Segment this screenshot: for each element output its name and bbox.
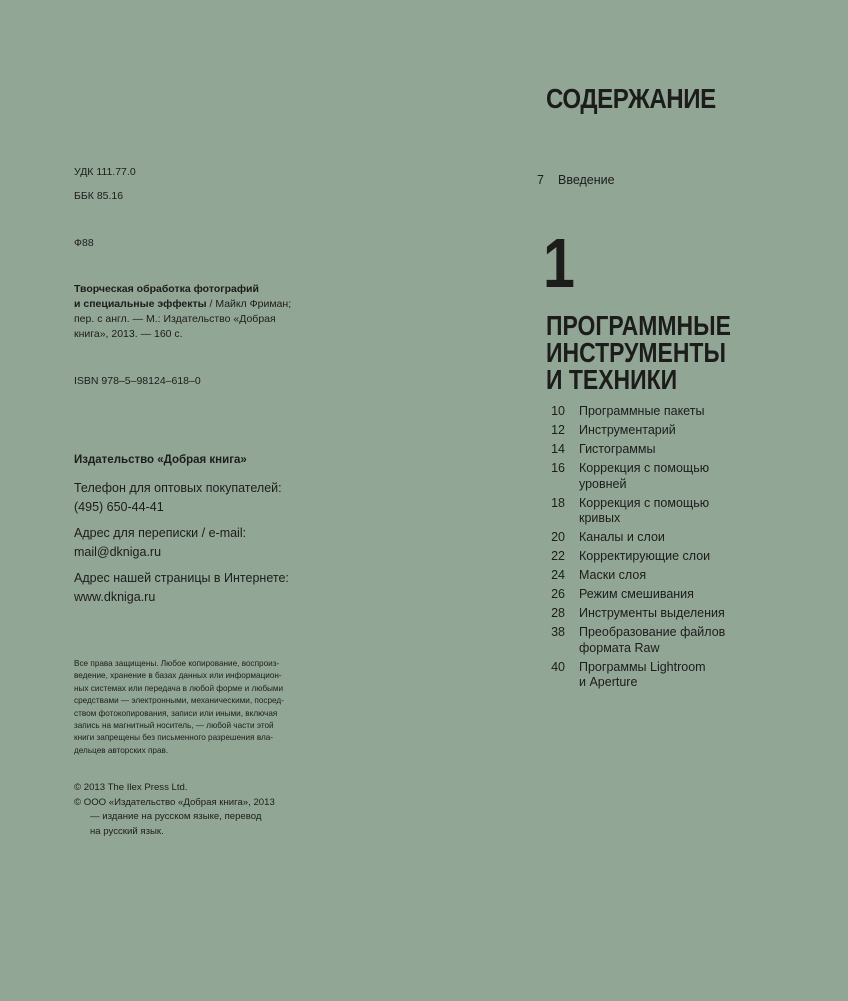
copyright-line: на русский язык. (90, 825, 164, 837)
contact-web (74, 569, 289, 607)
rights-line: дельцев авторских прав. (74, 745, 169, 755)
toc-item[interactable] (531, 442, 811, 458)
toc-item[interactable] (531, 660, 811, 691)
toc-label: Режим смешивания (579, 587, 694, 601)
rights-line: книги запрещены без письменного разрешения вла- (74, 733, 274, 743)
toc-intro[interactable] (510, 173, 810, 189)
toc-page-number: 26 (551, 587, 565, 601)
toc-page-number: 28 (551, 606, 565, 620)
toc-label: Введение (558, 173, 615, 187)
toc-item[interactable] (531, 496, 811, 527)
toc-page-number: 16 (551, 461, 565, 475)
rights-notice (74, 658, 298, 757)
copyright-line: © ООО «Издательство «Добрая книга», 2013 (74, 796, 275, 808)
toc-label: Коррекция с помощью (579, 495, 710, 510)
toc-label: Инструменты выделения (579, 606, 725, 620)
udk-code: УДК 111.77.0 (74, 166, 136, 178)
bbk-code: ББК 85.16 (74, 190, 124, 202)
toc-item[interactable] (531, 423, 811, 439)
biblio-line3: пер. с англ. — М.: Издательство «Добрая (74, 313, 276, 325)
copyright-line: — издание на русском языке, перевод (90, 811, 262, 823)
toc-item[interactable] (531, 568, 811, 584)
phone-label: Телефон для оптовых покупателей: (74, 481, 282, 495)
toc-page-number: 10 (551, 404, 565, 418)
book-author: / Майкл Фриман; (206, 298, 292, 310)
toc-page-number: 18 (551, 495, 565, 510)
toc-page-number: 38 (551, 625, 565, 639)
email-label: Адрес для переписки / e-mail: (74, 526, 247, 540)
toc-item[interactable] (531, 587, 811, 603)
rights-line: средствами — электронными, механическими, посред- (74, 696, 284, 706)
copyright-line: © 2013 The Ilex Press Ltd. (74, 782, 188, 793)
contact-email (74, 524, 246, 562)
toc-label: кривых (579, 511, 621, 525)
book-title-line2: и специальные эффекты (74, 298, 207, 310)
toc-label: уровней (579, 476, 627, 491)
toc-page-number: 40 (551, 659, 565, 674)
toc-label: и Aperture (579, 675, 638, 689)
contact-phone (74, 479, 282, 517)
web-label: Адрес нашей страницы в Интернете: (74, 571, 289, 585)
chapter-title-line: ИНСТРУМЕНТЫ (546, 337, 726, 368)
toc-page-number: 22 (551, 549, 565, 563)
copyright-block (74, 781, 275, 839)
toc-item[interactable] (531, 404, 811, 420)
toc-item[interactable] (531, 606, 811, 622)
biblio-line4: книга», 2013. — 160 с. (74, 328, 183, 340)
toc-page-number: 20 (551, 530, 565, 544)
toc-label: Программные пакеты (579, 404, 705, 418)
bibliographic-record (74, 282, 314, 342)
toc-label: Каналы и слои (579, 530, 665, 544)
page-title: СОДЕРЖАНИЕ (546, 83, 716, 114)
toc-label: Преобразование файлов (579, 625, 726, 639)
rights-line: запись на магнитный носитель, — любой части этой (74, 721, 274, 731)
web-address: www.dkniga.ru (74, 590, 156, 604)
rights-line: ведение, хранение в базах данных или информацион- (74, 671, 282, 681)
chapter-title (546, 312, 731, 393)
publisher-name: Издательство «Добрая книга» (74, 454, 247, 466)
book-title-line1: Творческая обработка фотографий (74, 283, 259, 295)
rights-line: ством фотокопирования, записи или иными, включая (74, 708, 278, 718)
toc-label: Программы Lightroom (579, 659, 706, 674)
toc-label: Коррекция с помощью (579, 461, 710, 475)
toc-label: Маски слоя (579, 568, 647, 582)
chapter-title-line: И ТЕХНИКИ (546, 364, 678, 395)
toc-label: Инструментарий (579, 423, 676, 437)
rights-line: Все права защищены. Любое копирование, воспроиз- (74, 659, 280, 668)
toc-page-number: 7 (537, 173, 544, 187)
rights-line: ных системах или передача в любой форме и любыми (74, 683, 284, 693)
toc-label: формата Raw (579, 640, 660, 655)
toc-item[interactable] (531, 461, 811, 492)
toc-page-number: 14 (551, 442, 565, 456)
toc-item[interactable] (531, 530, 811, 546)
toc-page-number: 12 (551, 423, 565, 437)
author-code: Ф88 (74, 237, 94, 249)
toc-item[interactable] (531, 549, 811, 565)
toc-list (531, 404, 811, 694)
chapter-number: 1 (543, 224, 575, 302)
toc-label: Гистограммы (579, 442, 656, 456)
toc-item[interactable] (531, 625, 811, 656)
isbn: ISBN 978–5–98124–618–0 (74, 375, 201, 387)
email-address: mail@dkniga.ru (74, 545, 162, 559)
toc-page-number: 24 (551, 568, 565, 582)
toc-label: Корректирующие слои (579, 549, 711, 563)
chapter-title-line: ПРОГРАММНЫЕ (546, 310, 731, 341)
phone-number: (495) 650-44-41 (74, 500, 164, 514)
